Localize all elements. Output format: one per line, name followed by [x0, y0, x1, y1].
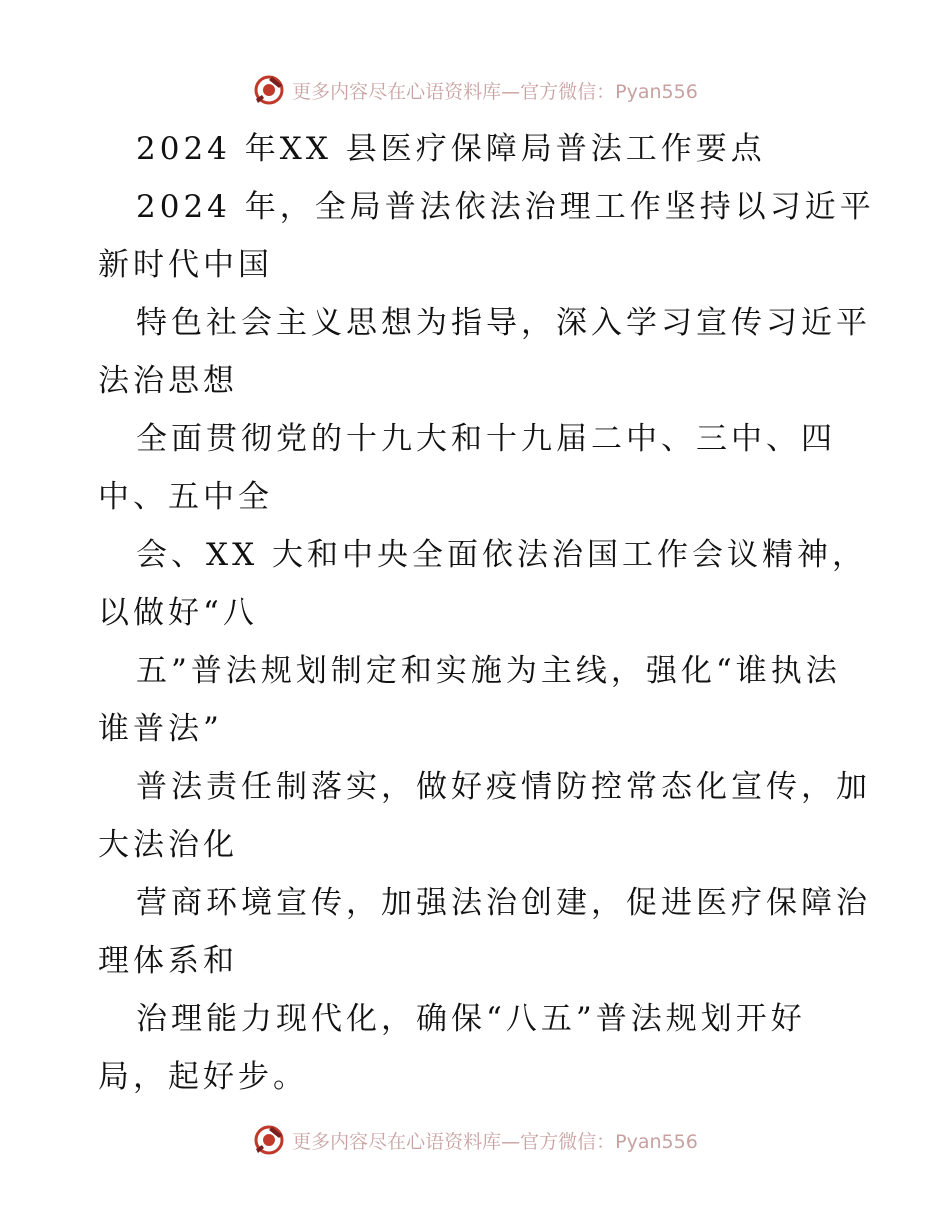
footer-watermark-banner	[0, 1120, 950, 1160]
header-watermark-banner	[0, 70, 950, 110]
red-seal-logo-icon	[252, 73, 286, 107]
watermark-text: 更多内容尽在心语资料库—官方微信：Pyan556	[292, 80, 698, 103]
document-line: 局，起好步。	[98, 1059, 308, 1095]
document-line: 治理能力现代化，确保“八五”普法规划开好	[136, 1001, 806, 1037]
document-line: 2024 年，全局普法依法治理工作坚持以习近平	[136, 189, 875, 225]
red-seal-logo-icon	[252, 1123, 286, 1157]
document-line: 会、XX 大和中央全面依法治国工作会议精神，	[136, 537, 867, 573]
document-line: 五”普法规划制定和实施为主线，强化“谁执法	[136, 653, 841, 689]
document-body	[98, 120, 875, 1106]
document-line: 特色社会主义思想为指导，深入学习宣传习近平	[136, 305, 871, 341]
document-line: 大法治化	[98, 827, 238, 863]
document-line: 理体系和	[98, 943, 238, 979]
document-line: 以做好“八	[98, 595, 258, 631]
document-line: 普法责任制落实，做好疫情防控常态化宣传，加	[136, 769, 871, 805]
document-line: 营商环境宣传，加强法治创建，促进医疗保障治	[136, 885, 871, 921]
document-line: 新时代中国	[98, 247, 273, 283]
document-line: 中、五中全	[98, 479, 273, 515]
watermark-text: 更多内容尽在心语资料库—官方微信：Pyan556	[292, 1130, 698, 1153]
document-line: 谁普法”	[98, 711, 223, 747]
document-line: 全面贯彻党的十九大和十九届二中、三中、四	[136, 421, 836, 457]
document-title: 2024 年XX 县医疗保障局普法工作要点	[136, 131, 766, 167]
document-line: 法治思想	[98, 363, 238, 399]
